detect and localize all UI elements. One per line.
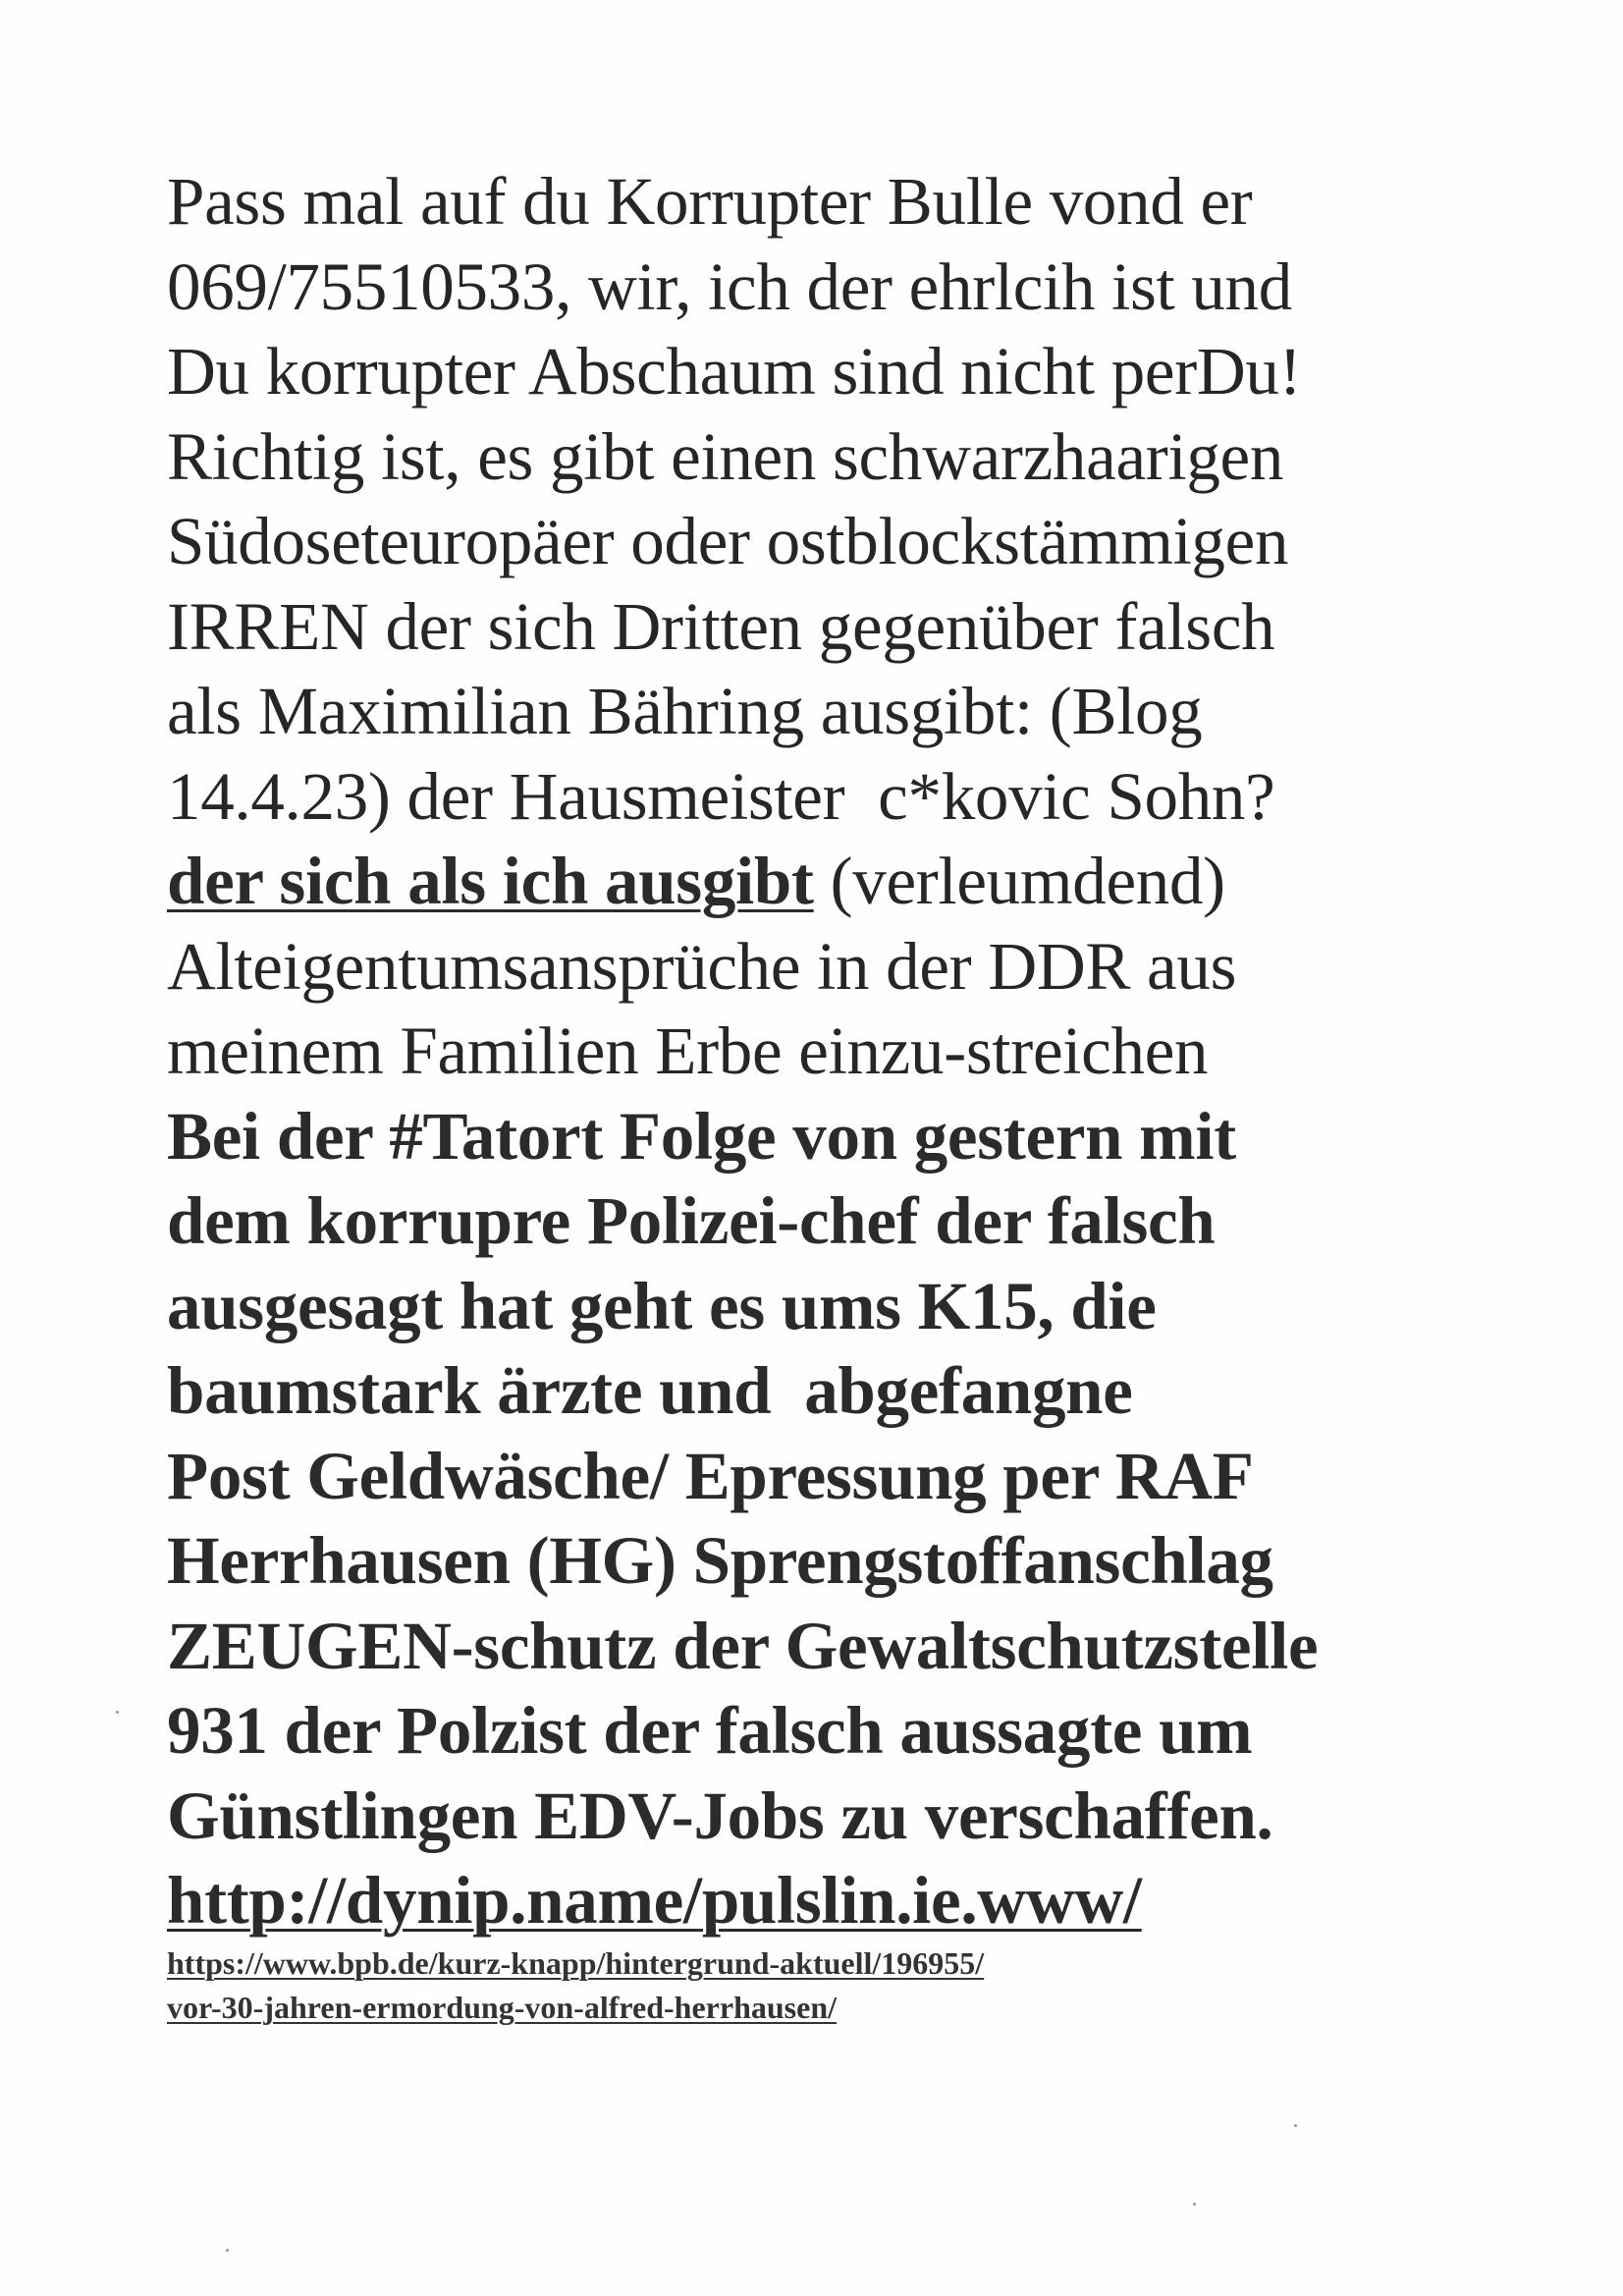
- reference-link: [167, 1941, 1483, 2030]
- scan-speck: [1294, 2124, 1297, 2127]
- bold-text-line: Post Geldwäsche/ Epressung per RAF: [167, 1438, 1254, 1513]
- bold-text-line: Herrhausen (HG) Sprengstoffanschlag: [167, 1523, 1273, 1598]
- scan-speck: [116, 1711, 119, 1714]
- parenthetical-note: (verleumdend): [813, 844, 1225, 918]
- bold-text-line: dem korrupre Polizei-chef der falsch: [167, 1183, 1216, 1258]
- text-line: 14.4.23) der Hausmeister c*kovic Sohn?: [167, 758, 1275, 834]
- text-line: Pass mal auf du Korrupter Bulle vond er: [167, 164, 1253, 239]
- text-line: Südoseteuropäer oder ostblockstämmigen: [167, 504, 1289, 578]
- mixed-text-line: [167, 839, 1483, 924]
- scan-speck: [1193, 2203, 1196, 2206]
- text-line: Richtig ist, es gibt einen schwarzhaarigen: [167, 418, 1284, 494]
- text-line: als Maximilian Bähring ausgibt: (Blog: [167, 674, 1203, 748]
- main-url-link: http://dynip.name/pulslin.ie.www/: [167, 1863, 1142, 1938]
- bold-text-line: ausgesagt hat geht es ums K15, die: [167, 1268, 1157, 1343]
- bold-text-line: 931 der Polzist der falsch aussagte um: [167, 1693, 1253, 1768]
- text-line: meinem Familien Erbe einzu-streichen: [167, 1013, 1209, 1088]
- letter-body: [167, 159, 1483, 1943]
- text-line: 069/75510533, wir, ich der ehrlcih ist und: [167, 248, 1292, 324]
- emphasized-phrase: der sich als ich ausgibt: [167, 844, 814, 918]
- text-line: Du korrupter Abschaum sind nicht perDu!: [167, 334, 1302, 409]
- bold-text-line: baumstark ärzte und abgefangne: [167, 1353, 1133, 1428]
- bold-text-line: ZEUGEN-schutz der Gewaltschutzstelle: [167, 1608, 1319, 1683]
- text-line: Alteigentumsansprüche in der DDR aus: [167, 928, 1237, 1004]
- reference-link-line: https://www.bpb.de/kurz-knapp/hintergrund-aktuell/196955/: [167, 1945, 985, 1981]
- bold-text-line: Günstlingen EDV-Jobs zu verschaffen.: [167, 1777, 1273, 1853]
- reference-link-line: vor-30-jahren-ermordung-von-alfred-herrhausen/: [167, 1990, 837, 2025]
- text-line: IRREN der sich Dritten gegenüber falsch: [167, 588, 1275, 664]
- scan-speck: [226, 2249, 229, 2252]
- bold-text-line: Bei der #Tatort Folge von gestern mit: [167, 1098, 1236, 1174]
